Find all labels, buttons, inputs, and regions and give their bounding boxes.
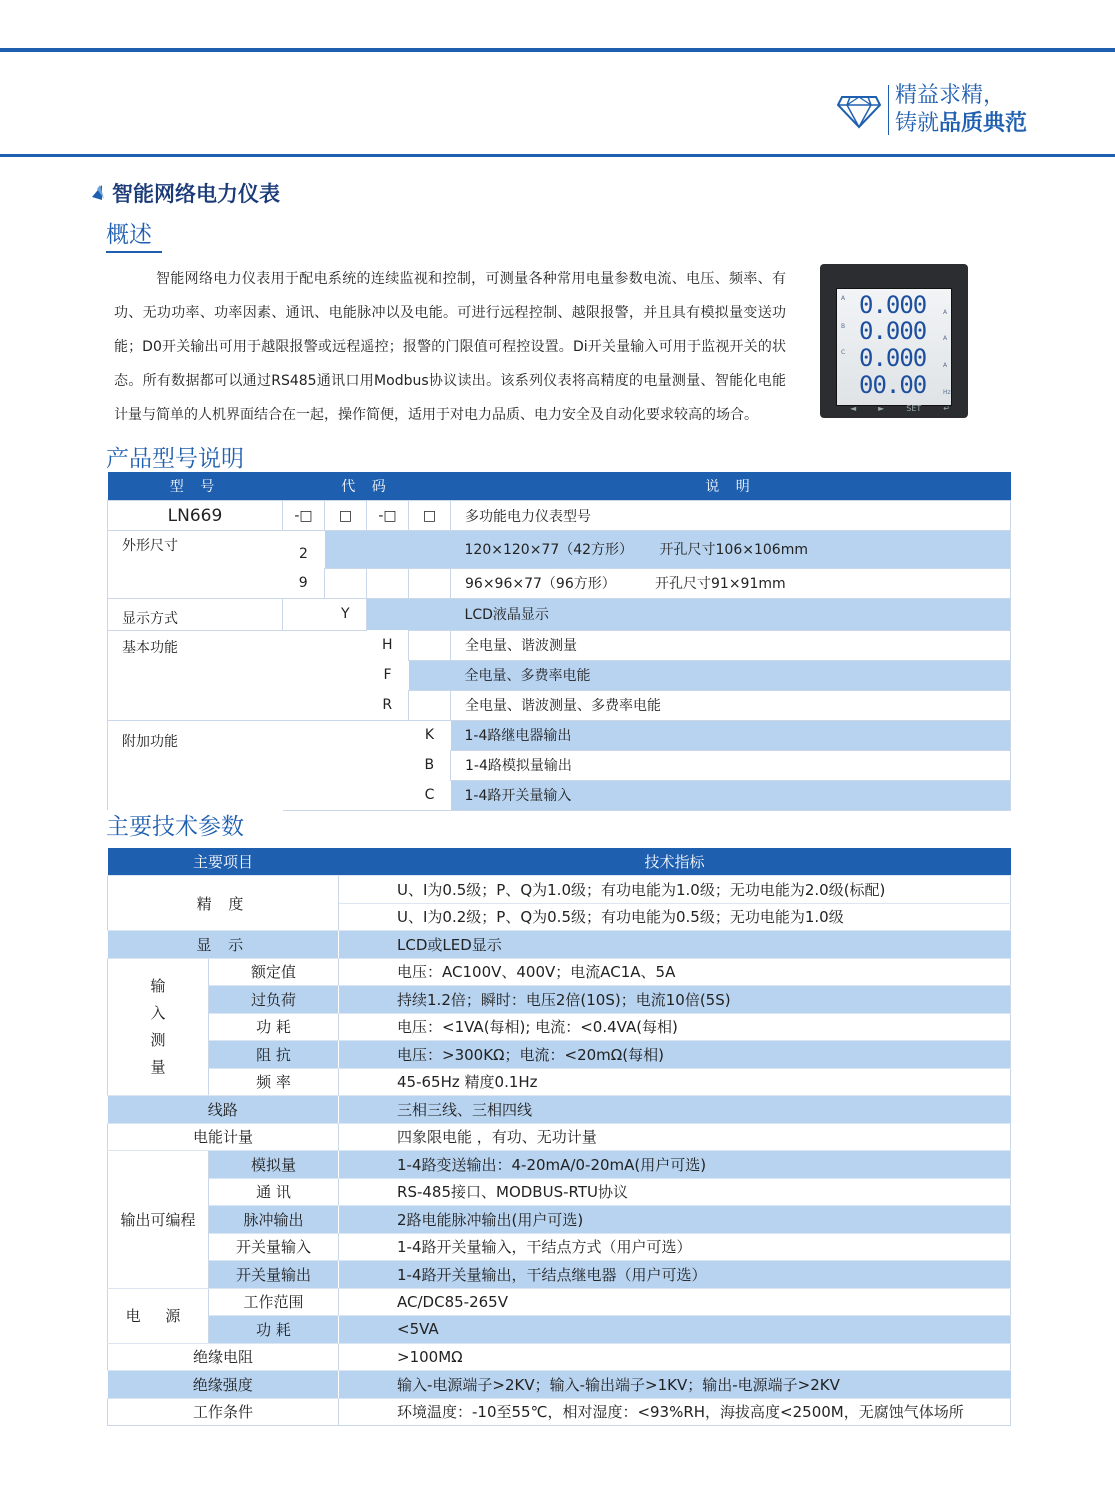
display-label: 显示方式 — [108, 598, 283, 630]
model-table-header — [108, 472, 1011, 501]
slogan-divider — [888, 85, 889, 135]
meter-keys — [850, 404, 950, 413]
energy-label: 电能计量 — [108, 1123, 339, 1151]
insulation-str-value: 输入-电源端子>2KV；输入-输出端子>1KV；输出-电源端子>2KV — [339, 1371, 1011, 1399]
slogan — [836, 80, 1027, 140]
line-value: 三相三线、三相四线 — [339, 1096, 1011, 1124]
model-desc: 多功能电力仪表型号 — [451, 501, 1011, 531]
insulation-str-row — [108, 1371, 1011, 1399]
basic-desc-1: 全电量、谐波测量 — [451, 630, 1011, 660]
output-item-3: 脉冲输出 — [209, 1206, 339, 1234]
meter-phase-a: A — [841, 295, 846, 302]
insulation-res-row — [108, 1343, 1011, 1371]
basic-code-3: R — [382, 696, 393, 713]
meter-phase-c: C — [841, 349, 846, 356]
accuracy-row-1 — [108, 876, 1011, 904]
input-group-char-4: 量 — [150, 1057, 166, 1076]
work-label: 工作条件 — [108, 1398, 339, 1426]
size-desc-1-dim: 120×120×77（42方形） — [464, 542, 634, 559]
power-item-1: 工作范围 — [209, 1288, 339, 1316]
meter-left-key-icon: ◄ — [850, 404, 857, 413]
header-bottom-rule — [0, 154, 1115, 157]
size-desc-2-hole: 开孔尺寸91×91mm — [655, 576, 786, 592]
extra-code-3: C — [409, 780, 451, 810]
output-item-4: 开关量输入 — [209, 1233, 339, 1261]
basic-desc-2: 全电量、多费率电能 — [451, 660, 1011, 690]
display-row — [108, 598, 1011, 630]
output-row-2 — [108, 1178, 1011, 1206]
code-box-3: -□ — [367, 501, 409, 531]
input-group-char-1: 输 — [150, 976, 166, 995]
output-row-3 — [108, 1206, 1011, 1234]
input-item-5: 频 率 — [209, 1068, 339, 1096]
output-value-1: 1-4路变送输出：4-20mA/0-20mA(用户可选) — [339, 1151, 1011, 1179]
line-row — [108, 1096, 1011, 1124]
input-group-char-3: 测 — [150, 1030, 166, 1049]
input-row-2 — [108, 986, 1011, 1014]
size-desc-1-hole: 开孔尺寸106×106mm — [659, 542, 808, 559]
energy-value: 四象限电能 ，有功、无功计量 — [339, 1123, 1011, 1151]
basic-code-1: H — [381, 637, 393, 653]
power-group-label: 电 源 — [108, 1288, 209, 1343]
diamond-icon — [836, 89, 882, 131]
overview-heading-underline — [106, 251, 162, 253]
meter-value-freq: 00.00 — [859, 371, 927, 399]
size-desc-1 — [451, 531, 1011, 569]
meter-unit-b: A — [943, 335, 948, 342]
extra-code-1: K — [409, 720, 451, 750]
meter-unit-a: A — [943, 309, 948, 316]
extra-desc-3: 1-4路开关量输入 — [451, 780, 1011, 810]
input-value-5: 45-65Hz 精度0.1Hz — [339, 1068, 1011, 1096]
meter-enter-key-icon: ↵ — [943, 404, 950, 413]
size-desc-2-dim: 96×96×77（96方形） — [465, 576, 616, 592]
extra-label: 附加功能 — [108, 720, 283, 810]
meter-photo — [820, 264, 972, 424]
size-code-1: 2 — [299, 545, 308, 562]
power-row-1 — [108, 1288, 1011, 1316]
params-heading-text: 主要技术参数 — [106, 814, 244, 840]
display-desc: LCD液晶显示 — [451, 598, 1011, 630]
meter-unit-freq: Hz — [943, 389, 951, 396]
slogan-line-2-prefix: 铸就 — [895, 111, 940, 136]
output-item-2: 通 讯 — [209, 1178, 339, 1206]
code-box-1: -□ — [283, 501, 325, 531]
work-row — [108, 1398, 1011, 1426]
display-spec-value: LCD或LED显示 — [339, 931, 1011, 959]
slogan-text — [895, 82, 1027, 138]
header-top-rule — [0, 48, 1115, 52]
output-value-3: 2路电能脉冲输出(用户可选) — [339, 1206, 1011, 1234]
output-row-4 — [108, 1233, 1011, 1261]
input-item-4: 阻 抗 — [209, 1041, 339, 1069]
input-value-1: 电压：AC100V、400V；电流AC1A、5A — [339, 958, 1011, 986]
slogan-line-2-bold: 品质典范 — [939, 111, 1028, 136]
output-item-1: 模拟量 — [209, 1151, 339, 1179]
display-code: Y — [325, 598, 367, 630]
output-row-1 — [108, 1151, 1011, 1179]
input-group-label — [108, 958, 209, 1096]
meter-unit-c: A — [943, 362, 948, 369]
product-title-text: 智能网络电力仪表 — [112, 182, 280, 206]
output-value-2: RS-485接口、MODBUS-RTU协议 — [339, 1178, 1011, 1206]
input-value-4: 电压：>300KΩ；电流：<20mΩ(每相) — [339, 1041, 1011, 1069]
code-box-2: □ — [325, 501, 367, 531]
power-item-2: 功 耗 — [209, 1316, 339, 1344]
output-row-5 — [108, 1261, 1011, 1289]
model-name: LN669 — [108, 501, 283, 531]
meter-value-b: 0.000 — [859, 317, 927, 345]
model-row — [108, 501, 1011, 531]
input-row-5 — [108, 1068, 1011, 1096]
line-label: 线路 — [108, 1096, 339, 1124]
accuracy-value-2: U、I为0.2级；P、Q为0.5级；有功电能为0.5级；无功电能为1.0级 — [339, 903, 1011, 931]
meter-set-key: SET — [906, 404, 922, 413]
input-item-1: 额定值 — [209, 958, 339, 986]
meter-right-key-icon: ► — [878, 404, 885, 413]
power-row-2 — [108, 1316, 1011, 1344]
params-col-spec: 技术指标 — [339, 848, 1011, 876]
insulation-res-value: >100MΩ — [339, 1343, 1011, 1371]
model-heading — [106, 440, 244, 473]
params-table-header — [108, 848, 1011, 876]
code-box-4: □ — [409, 501, 451, 531]
meter-value-a: 0.000 — [859, 291, 927, 319]
basic-desc-3: 全电量、谐波测量、多费率电能 — [451, 690, 1011, 720]
model-col-desc: 说 明 — [451, 472, 1011, 501]
output-item-5: 开关量输出 — [209, 1261, 339, 1289]
basic-label: 基本功能 — [108, 630, 283, 720]
extra-row-1 — [108, 720, 1011, 750]
params-heading — [106, 808, 244, 841]
insulation-str-label: 绝缘强度 — [108, 1371, 339, 1399]
work-value: 环境温度：-10至55℃，相对湿度：<93%RH，海拔高度<2500M，无腐蚀气体场所 — [339, 1398, 1011, 1426]
model-table — [107, 472, 1011, 811]
display-spec-label: 显 示 — [108, 931, 339, 959]
model-col-code: 代 码 — [283, 472, 451, 501]
size-desc-2 — [451, 568, 1011, 598]
model-col-type: 型 号 — [108, 472, 283, 501]
input-row-1 — [108, 958, 1011, 986]
power-value-2: <5VA — [339, 1316, 1011, 1344]
overview-paragraph: 智能网络电力仪表用于配电系统的连续监视和控制，可测量各种常用电量参数电流、电压、频率、有功、无功功率、功率因素、通讯、电能脉冲以及电能。可进行远程控制、越限报警，并且具有模拟量变送功能；D0开关输出可用于越限报警或远程遥控；报警的门限值可程控设置。Di开关量输入可用于监视开关的状态。所有数据都可以通过RS485通讯口用Modbus协议读出。该系列仪表将高精度的电量测量、智能化电能计量与简单的人机界面结合在一起，操作简便，适用于对电力品质、电力安全及自动化要求较高的场合。 — [114, 271, 786, 423]
size-label: 外形尺寸 — [108, 531, 283, 599]
size-row-1 — [108, 531, 1011, 569]
model-heading-text: 产品型号说明 — [106, 446, 244, 472]
input-value-2: 持续1.2倍；瞬时：电压2倍(10S)；电流10倍(5S) — [339, 986, 1011, 1014]
input-item-3: 功 耗 — [209, 1013, 339, 1041]
basic-code-2: F — [383, 667, 392, 683]
extra-desc-2: 1-4路模拟量输出 — [451, 750, 1011, 780]
overview-heading-text: 概述 — [106, 222, 152, 248]
slogan-line-1: 精益求精， — [895, 83, 1006, 108]
output-value-4: 1-4路开关量输入，干结点方式（用户可选） — [339, 1233, 1011, 1261]
leaf-bullet-icon — [88, 183, 108, 203]
extra-code-2: B — [424, 757, 435, 773]
input-row-3 — [108, 1013, 1011, 1041]
power-value-1: AC/DC85-265V — [339, 1288, 1011, 1316]
input-group-char-2: 入 — [150, 1003, 166, 1022]
params-table — [107, 848, 1011, 1426]
accuracy-value-1: U、I为0.5级；P、Q为1.0级；有功电能为1.0级；无功电能为2.0级(标配) — [339, 876, 1011, 904]
meter-lcd — [836, 288, 952, 406]
input-item-2: 过负荷 — [209, 986, 339, 1014]
params-col-item: 主要项目 — [108, 848, 339, 876]
basic-row-1 — [108, 630, 1011, 660]
overview-heading — [106, 216, 162, 253]
product-title — [88, 178, 280, 208]
slogan-line-2 — [895, 110, 1027, 138]
size-code-2: 9 — [298, 574, 308, 591]
insulation-res-label: 绝缘电阻 — [108, 1343, 339, 1371]
meter-phase-b: B — [841, 323, 846, 330]
extra-desc-1: 1-4路继电器输出 — [451, 720, 1011, 750]
output-value-5: 1-4路开关量输出，干结点继电器（用户可选） — [339, 1261, 1011, 1289]
input-row-4 — [108, 1041, 1011, 1069]
output-group-label: 输出可编程 — [108, 1151, 209, 1289]
energy-row — [108, 1123, 1011, 1151]
display-spec-row — [108, 931, 1011, 959]
accuracy-label: 精 度 — [108, 876, 339, 931]
meter-value-c: 0.000 — [859, 344, 927, 372]
input-value-3: 电压：<1VA(每相); 电流：<0.4VA(每相) — [339, 1013, 1011, 1041]
